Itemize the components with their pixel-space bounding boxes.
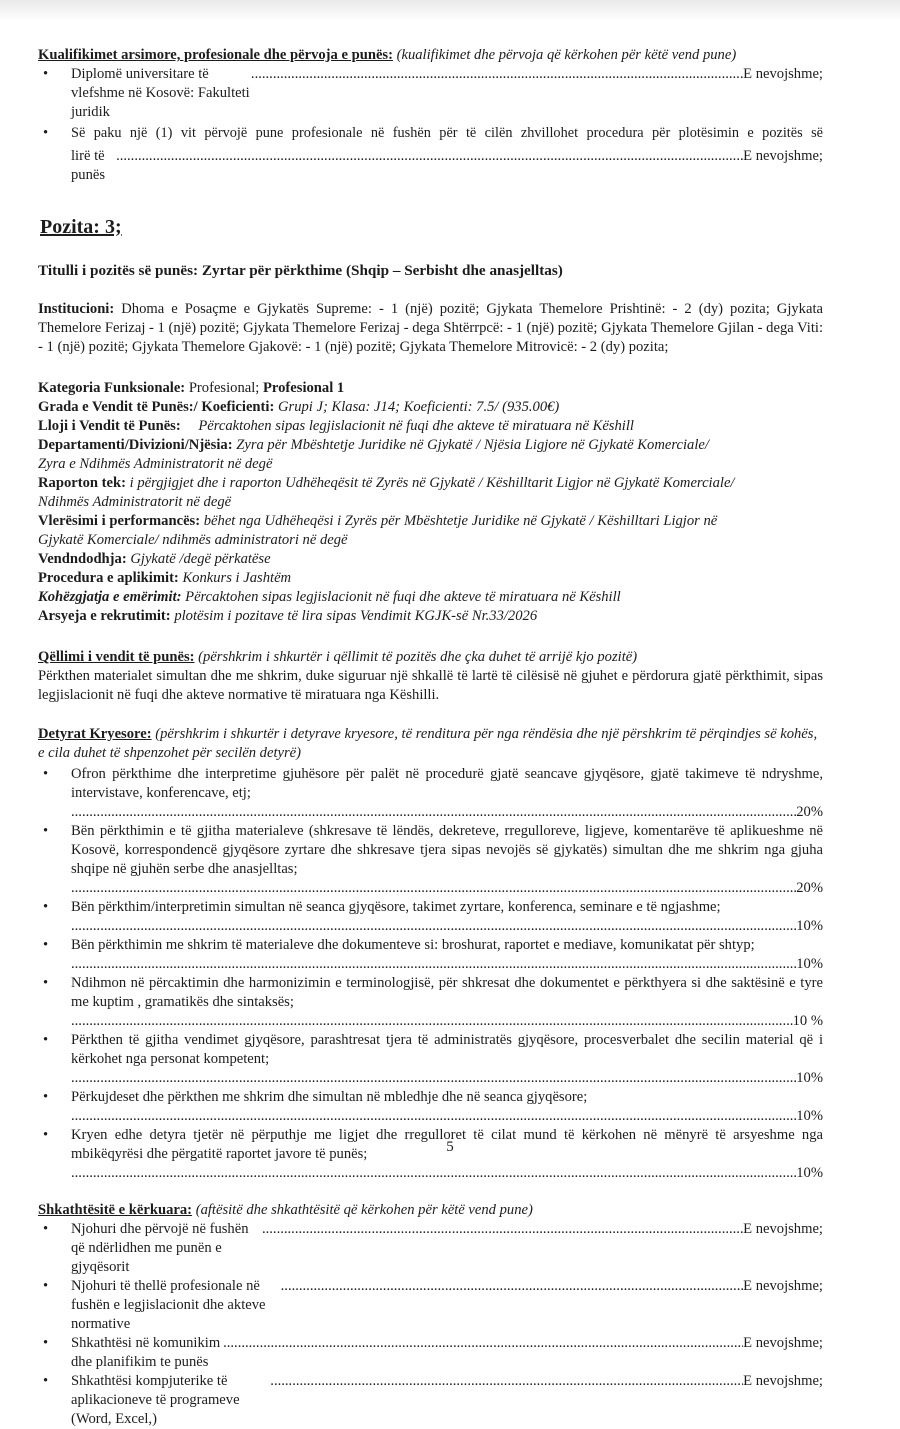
qualification-text-cont: lirë të punës <box>71 148 106 183</box>
bullet-icon: • <box>43 899 49 915</box>
qualification-text: Së paku një (1) vit përvojë pune profesionale në fushën për të cilën zhvillohet procedura për plotësimin e pozitës së <box>71 125 823 141</box>
detail-row-reports <box>38 474 823 493</box>
detail-row-procedure <box>38 569 823 588</box>
dot-leader <box>262 1220 743 1239</box>
leader-line <box>71 803 823 822</box>
duty-text: Bën përkthimin e të gjitha materialeve (shkresave të lëndës, dekreteve, rregulloreve, ligjeve, komentarëve të aplikueshme në Kosovë, korrespondencë gjyqësore zyrtare dhe shkresave tjera sipas nevojës së gjykatës) simultan dhe me shkrim nga gjuha shqipe në gjuhën serbe dhe anasjelltas; <box>71 823 823 877</box>
dot-leader <box>281 1277 744 1296</box>
time-percentage: 20% <box>796 880 823 896</box>
skills-heading-line <box>38 1201 823 1220</box>
qualifications-section <box>38 46 823 185</box>
leader-line <box>71 1164 823 1183</box>
requirement-label: E nevojshme; <box>743 1278 823 1294</box>
scan-top-edge <box>0 0 900 22</box>
detail-label: Kohëzgjatja e emërimit: <box>38 589 182 605</box>
dot-leader <box>71 879 796 898</box>
detail-row-duration <box>38 588 823 607</box>
duties-heading: Detyrat Kryesore: <box>38 726 152 742</box>
bullet-icon: • <box>43 937 49 953</box>
list-item <box>38 974 823 1031</box>
leader-line <box>71 147 823 185</box>
list-item <box>38 65 823 122</box>
leader-line <box>71 917 823 936</box>
bullet-icon: • <box>43 66 49 82</box>
list-item <box>38 765 823 822</box>
leader-line <box>71 65 823 122</box>
duty-text-block <box>71 1088 823 1107</box>
leader-line <box>71 1107 823 1126</box>
time-percentage: 20% <box>796 804 823 820</box>
detail-value: bëhet nga Udhëheqësi i Zyrës për Mbështetje Juridike në Gjykatë / Këshilltari Ligjor në <box>203 513 718 529</box>
objective-heading: Qëllimi i vendit të punës: <box>38 649 195 665</box>
time-percentage: 10 % <box>792 1013 823 1029</box>
duty-text-block <box>71 974 823 1012</box>
detail-row-evaluation <box>38 512 823 531</box>
time-percentage: 10% <box>796 1070 823 1086</box>
duties-section <box>38 725 823 1183</box>
detail-label: Vendndodhja: <box>38 551 127 567</box>
list-item <box>38 936 823 974</box>
position-title: Titulli i pozitës së punës: Zyrtar për përkthime (Shqip – Serbisht dhe anasjelltas) <box>38 262 563 279</box>
list-item <box>38 898 823 936</box>
dot-leader <box>116 147 743 166</box>
bullet-icon: • <box>43 1127 49 1143</box>
bullet-icon: • <box>43 1335 49 1351</box>
duty-text: Kryen edhe detyra tjetër në përputhje me ligjet dhe rregulloret të cilat mund të kërkohen në mënyrë të arsyeshme nga mbikëqyrësi dhe përgatitë raportet javore të punës; <box>71 1127 823 1162</box>
skill-text: Shkathtësi në komunikim dhe planifikim te punës <box>71 1335 221 1370</box>
position-number: Pozita: 3; <box>40 216 122 238</box>
dot-leader <box>71 803 796 822</box>
leader-line <box>71 879 823 898</box>
objective-section <box>38 648 823 705</box>
detail-value: Përcaktohen sipas legjislacionit në fuqi dhe akteve të miratuara në Këshill <box>198 418 634 434</box>
detail-row-category <box>38 379 823 398</box>
detail-value: Konkurs i Jashtëm <box>182 570 292 586</box>
detail-row-reason <box>38 607 823 626</box>
dot-leader <box>71 1012 793 1031</box>
duty-text: Ofron përkthime dhe interpretime gjuhësore për palët në procedurë gjatë seancave gjyqësore, gjatë takimeve të ndryshme, intervistave, konferencave, etj; <box>71 766 823 801</box>
detail-row-type <box>38 417 823 436</box>
requirement-label: E nevojshme; <box>743 1373 823 1389</box>
duty-text-block <box>71 898 823 917</box>
dot-leader <box>71 1069 796 1088</box>
leader-line <box>71 1334 823 1372</box>
skills-heading: Shkathtësitë e kërkuara: <box>38 1202 193 1218</box>
requirement-label: E nevojshme; <box>743 1335 823 1351</box>
skill-text: Shkathtësi kompjuterike të aplikacioneve të programeve (Word, Excel,) <box>71 1373 240 1427</box>
detail-row-location <box>38 550 823 569</box>
duties-heading-line <box>38 725 823 763</box>
detail-row-grade <box>38 398 823 417</box>
duties-list <box>38 765 823 1183</box>
skills-list <box>38 1220 823 1429</box>
duty-text: Bën përkthimin me shkrim të materialeve dhe dokumenteve si: broshurat, raportet e mediave, komunikatat për shtyp; <box>71 937 755 953</box>
duty-text-block <box>71 765 823 803</box>
duty-text-block <box>71 1031 823 1069</box>
qualifications-heading-line <box>38 46 823 65</box>
bullet-icon: • <box>43 1221 49 1237</box>
detail-value-bold: Profesional 1 <box>263 380 345 396</box>
detail-label: Departamenti/Divizioni/Njësia: <box>38 437 233 453</box>
detail-value-cont: Gjykatë Komerciale/ ndihmës administratori në degë <box>38 532 348 548</box>
dot-leader <box>71 917 796 936</box>
detail-label: Vlerësimi i performancës: <box>38 513 201 529</box>
bullet-icon: • <box>43 766 49 782</box>
bullet-icon: • <box>43 823 49 839</box>
qualifications-list <box>38 65 823 185</box>
leader-line <box>71 1372 823 1429</box>
list-item <box>38 1031 823 1088</box>
dot-leader <box>223 1334 743 1353</box>
qualifications-note: (kualifikimet dhe përvoja që kërkohen për këtë vend pune) <box>396 47 737 63</box>
duty-text: Bën përkthim/interpretimin simultan në seanca gjyqësore, takimet zyrtare, konferenca, seminare e të ngjashme; <box>71 899 721 915</box>
leader-line <box>71 955 823 974</box>
skill-text: Njohuri të thellë profesionale në fushën e legjislacionit dhe akteve normative <box>71 1278 266 1332</box>
detail-label: Kategoria Funksionale: <box>38 380 186 396</box>
document-page <box>38 46 823 1429</box>
institution-text: Dhoma e Posaçme e Gjykatës Supreme: - 1 (një) pozitë; Gjykata Themelore Prishtinë: - 2 (dy) pozita; Gjykata Themelore Ferizaj - 1 (një) pozitë; Gjykata Themelore Ferizaj - dega Shtërrpcë: - 1 (një) pozitë; Gjykata Themelore Gjilan - dega Viti: - 1 (një) pozitë; Gjykata Themelore Gjakovë: - 1 (një) pozitë; Gjykata Themelore Mitrovicë: - 2 (dy) pozita; <box>38 301 823 355</box>
page-number: 5 <box>446 1139 454 1155</box>
duty-text: Ndihmon në përcaktimin dhe harmonizimin e terminologjisë, për shkresat dhe dokumentet e përkthyera si dhe saktësinë e tyre me kuptim , gramatikës dhe sintaksës; <box>71 975 823 1010</box>
list-item <box>38 1220 823 1277</box>
objective-heading-line <box>38 648 823 667</box>
time-percentage: 10% <box>796 1165 823 1181</box>
dot-leader <box>251 65 743 84</box>
duty-text-block <box>71 822 823 879</box>
dot-leader <box>71 1164 796 1183</box>
detail-value: Grupi J; Klasa: J14; Koeficienti: 7.5/ (935.00€) <box>277 399 560 415</box>
bullet-icon: • <box>43 975 49 991</box>
bullet-icon: • <box>43 1278 49 1294</box>
bullet-icon: • <box>43 1032 49 1048</box>
requirement-label: E nevojshme; <box>743 148 823 164</box>
time-percentage: 10% <box>796 956 823 972</box>
list-item <box>38 822 823 898</box>
requirement-label: E nevojshme; <box>743 66 823 82</box>
detail-value: Zyra për Mbështetje Juridike në Gjykatë / Njësia Ligjore në Gjykatë Komerciale/ <box>236 437 709 453</box>
list-item <box>38 1088 823 1126</box>
qualification-text: Diplomë universitare të vlefshme në Kosovë: Fakulteti juridik <box>71 66 250 120</box>
skill-text: Njohuri dhe përvojë në fushën që ndërlidhen me punën e gjyqësorit <box>71 1221 249 1275</box>
bullet-icon: • <box>43 125 49 141</box>
detail-value-cont: Zyra e Ndihmës Administratorit në degë <box>38 456 273 472</box>
leader-line <box>71 1012 823 1031</box>
detail-value: Profesional; <box>188 380 260 396</box>
detail-label: Raporton tek: <box>38 475 126 491</box>
bullet-icon: • <box>43 1373 49 1389</box>
dot-leader <box>270 1372 743 1391</box>
detail-value: i përgjigjet dhe i raporton Udhëheqësit të Zyrës në Gjykatë / Këshilltarit Ligjor në Gjykatë Komerciale/ <box>129 475 735 491</box>
leader-line <box>71 1277 823 1334</box>
time-percentage: 10% <box>796 1108 823 1124</box>
position-details <box>38 379 823 626</box>
dot-leader <box>71 1107 796 1126</box>
list-item <box>38 1334 823 1372</box>
duty-text-block <box>71 936 823 955</box>
list-item <box>38 1372 823 1429</box>
duties-note: (përshkrim i shkurtër i detyrave kryesore, të renditura për nga rëndësia dhe një përshkrim të përqindjes së kohës, e cila duhet të shpenzohet për secilën detyrë) <box>38 726 818 761</box>
leader-line <box>71 1069 823 1088</box>
detail-value-cont: Ndihmës Administratorit në degë <box>38 494 232 510</box>
detail-label: Arsyeja e rekrutimit: <box>38 608 171 624</box>
leader-line <box>71 1220 823 1277</box>
detail-label: Lloji i Vendit të Punës: <box>38 418 181 434</box>
bullet-icon: • <box>43 1089 49 1105</box>
skills-note: (aftësitë dhe shkathtësitë që kërkohen për këtë vend pune) <box>195 1202 533 1218</box>
dot-leader <box>71 955 796 974</box>
detail-label: Procedura e aplikimit: <box>38 570 179 586</box>
objective-note: (përshkrim i shkurtër i qëllimit të pozitës dhe çka duhet të arrijë kjo pozitë) <box>198 649 638 665</box>
detail-value: Përcaktohen sipas legjislacionit në fuqi dhe akteve të miratuara në Këshill <box>185 589 621 605</box>
qualifications-heading: Kualifikimet arsimore, profesionale dhe përvoja e punës: <box>38 47 393 63</box>
list-item <box>38 124 823 185</box>
objective-text: Përkthen materialet simultan dhe me shkrim, duke siguruar një shkallë të lartë të cilësisë në gjuhet e përdorura gjatë përkthimit, sipas legjislacionit në fuqi dhe akteve normative të miratuara nga Këshilli. <box>38 668 823 703</box>
time-percentage: 10% <box>796 918 823 934</box>
institution-paragraph <box>38 300 823 357</box>
requirement-label: E nevojshme; <box>743 1221 823 1237</box>
skills-section <box>38 1201 823 1429</box>
institution-label: Institucioni: <box>38 301 115 317</box>
list-item <box>38 1277 823 1334</box>
detail-label: Grada e Vendit të Punës:/ Koeficienti: <box>38 399 275 415</box>
detail-value: plotësim i pozitave të lira sipas Vendimit KGJK-së Nr.33/2026 <box>174 608 538 624</box>
duty-text: Përkujdeset dhe përkthen me shkrim dhe simultan në mbledhje dhe në seanca gjyqësore; <box>71 1089 588 1105</box>
detail-row-department <box>38 436 823 455</box>
duty-text: Përkthen të gjitha vendimet gjyqësore, parashtresat tjera të administratës gjyqësore, procesverbalet dhe secilin material që i kërkohet nga personat kompetent; <box>71 1032 823 1067</box>
detail-value: Gjykatë /degë përkatëse <box>130 551 271 567</box>
